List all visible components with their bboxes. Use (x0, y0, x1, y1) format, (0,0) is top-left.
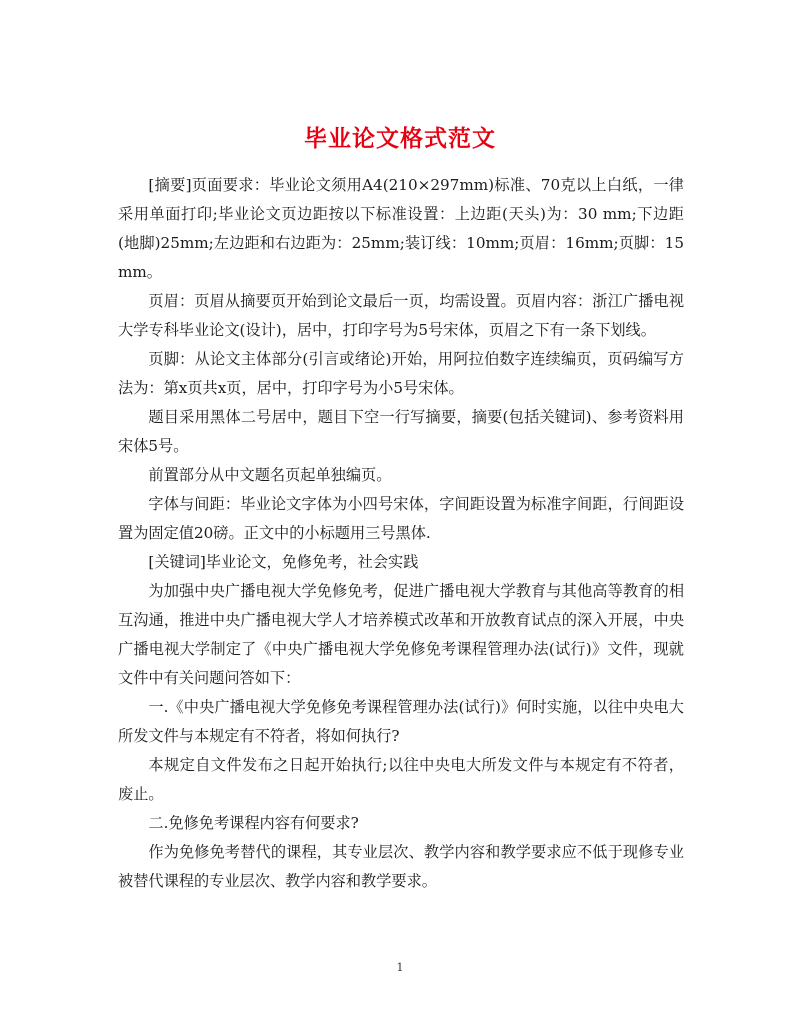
document-body (118, 171, 684, 896)
paragraph-header: 页眉：页眉从摘要页开始到论文最后一页，均需设置。页眉内容：浙江广播电视大学专科毕业论文(设计)，居中，打印字号为5号宋体，页眉之下有一条下划线。 (118, 292, 684, 339)
paragraph-keywords: [关键词]毕业论文，免修免考，社会实践 (148, 553, 419, 571)
paragraph-question-1: 一.《中央广播电视大学免修免考课程管理办法(试行)》何时实施，以往中央电大所发文件与本规定有不符者，将如何执行? (118, 698, 684, 745)
paragraph-title-format: 题目采用黑体二号居中，题目下空一行写摘要，摘要(包括关键词)、参考资料用宋体5号。 (118, 408, 684, 455)
document-title: 毕业论文格式范文 (304, 125, 496, 153)
paragraph-abstract-page-requirements: [摘要]页面要求：毕业论文须用A4(210×297mm)标准、70克以上白纸，一律采用单面打印;毕业论文页边距按以下标准设置：上边距(天头)为：30 mm;下边距(地脚)25mm;左边距和右边距为：25mm;装订线：10mm;页眉：16mm;页脚：15mm。 (118, 176, 684, 281)
paragraph-intro: 为加强中央广播电视大学免修免考，促进广播电视大学教育与其他高等教育的相互沟通，推进中央广播电视大学人才培养模式改革和开放教育试点的深入开展，中央广播电视大学制定了《中央广播电视大学免修免考课程管理办法(试行)》文件，现就文件中有关问题问答如下： (118, 582, 684, 687)
paragraph-answer-1: 本规定自文件发布之日起开始执行;以往中央电大所发文件与本规定有不符者，废止。 (118, 756, 684, 803)
page-number: 1 (396, 961, 404, 974)
paragraph-front-matter: 前置部分从中文题名页起单独编页。 (148, 466, 392, 484)
paragraph-font-spacing: 字体与间距：毕业论文字体为小四号宋体，字间距设置为标准字间距，行间距设置为固定值20磅。正文中的小标题用三号黑体. (118, 495, 684, 542)
paragraph-footer: 页脚：从论文主体部分(引言或绪论)开始，用阿拉伯数字连续编页，页码编写方法为：第x页共x页，居中，打印字号为小5号宋体。 (118, 350, 684, 397)
paragraph-question-2: 二.免修免考课程内容有何要求? (148, 814, 359, 832)
paragraph-answer-2: 作为免修免考替代的课程，其专业层次、教学内容和教学要求应不低于现修专业被替代课程的专业层次、教学内容和教学要求。 (118, 843, 684, 890)
